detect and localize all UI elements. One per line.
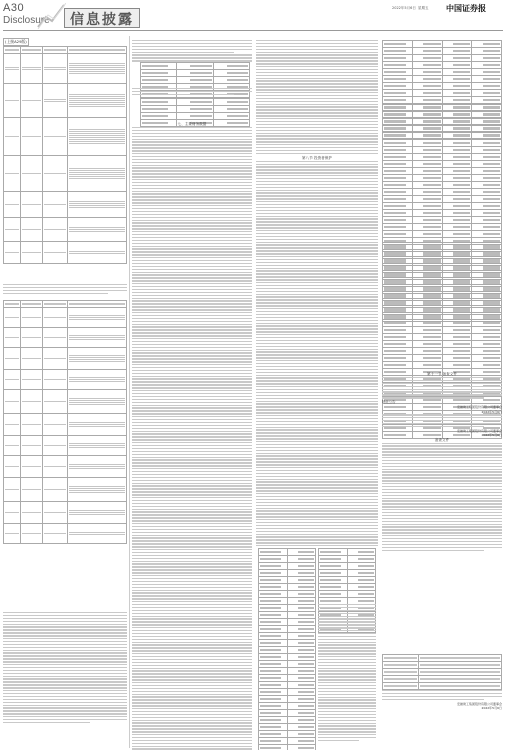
right-small-table xyxy=(382,654,502,690)
header-rule xyxy=(3,30,503,31)
right-text-a xyxy=(382,372,502,552)
page-header xyxy=(0,0,506,30)
center-col-b xyxy=(132,88,252,97)
page-number: A30 xyxy=(3,2,25,14)
right-text-b xyxy=(382,690,502,711)
center-col-d xyxy=(256,40,378,546)
section-english: Disclosure xyxy=(3,15,50,26)
section-title-box xyxy=(64,8,140,28)
issue-weekday: 星期五 xyxy=(418,6,429,10)
continued-tag: (上接A29版) xyxy=(5,39,27,44)
signature-3-company: 安徽建工集团股份有限公司董事会 xyxy=(456,701,502,706)
signature-2-date: 2022年5月6日 xyxy=(481,433,502,438)
signature-3-date: 2022年5月6日 xyxy=(481,706,502,711)
signature-1-company: 安徽建工集团股份有限公司董事会 xyxy=(456,405,502,410)
center-col-c xyxy=(132,122,252,750)
header-decoration-icon xyxy=(36,3,66,29)
center-heading-1: 七、主要财务数据 xyxy=(177,122,207,126)
center-col-a xyxy=(132,40,252,63)
right-heading-3: 备查文件 xyxy=(434,437,450,442)
right-heading-2: 特此公告 xyxy=(382,400,396,405)
signature-1-date: 2022年5月6日 xyxy=(481,409,502,414)
mid-heading-2: 第八节 投资者保护 xyxy=(302,155,332,160)
left-paragraph-1 xyxy=(3,284,127,296)
column-separator xyxy=(129,36,130,748)
lower-mid-table-1 xyxy=(258,548,316,750)
issue-date: 2022年5月6日 xyxy=(392,6,416,10)
left-table-top xyxy=(3,46,127,264)
left-table-bottom xyxy=(3,300,127,544)
signature-2-company: 安徽建工集团股份有限公司董事会 xyxy=(456,428,502,433)
left-paragraph-2 xyxy=(3,612,127,725)
lower-mid-text xyxy=(318,604,376,743)
section-title: 信息披露 xyxy=(70,12,134,28)
newspaper-logo: 中国证券报 xyxy=(446,3,486,13)
right-heading-1: 第十一节 备查文件 xyxy=(427,372,457,376)
